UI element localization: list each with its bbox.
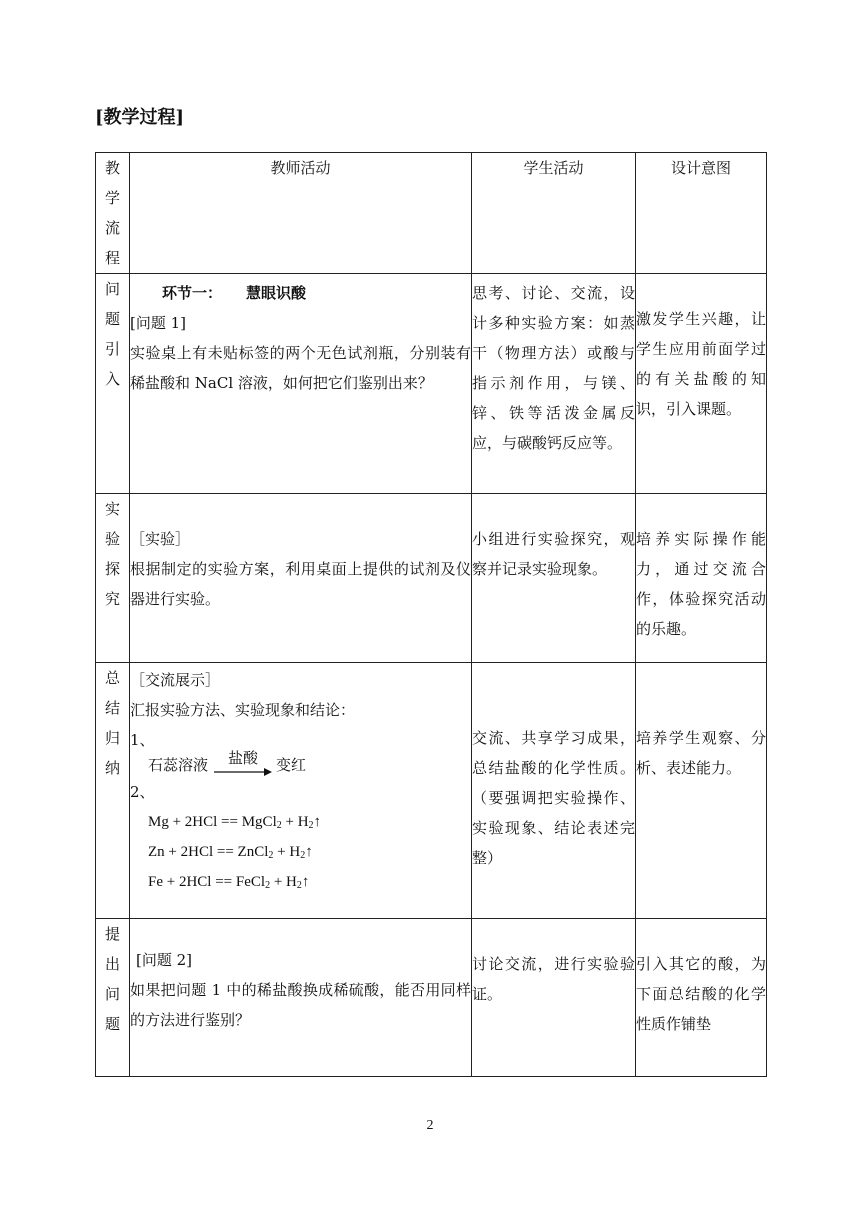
teacher-activity <box>130 494 472 663</box>
student-activity: 小组进行实验探究，观察并记录实验现象。 <box>472 494 636 663</box>
experiment-tag: ［实验］ <box>130 530 191 548</box>
arrow-label: 盐酸 <box>228 749 259 767</box>
teacher-activity <box>130 663 472 919</box>
teacher-text: 实验桌上有未贴标签的两个无色试剂瓶，分别装有稀盐酸和 NaCl 溶液，如何把它们鉴别出来？ <box>130 344 471 392</box>
equation-fe: Fe + 2HCl == FeCl$_2$ + $H_2↑$ <box>148 874 310 891</box>
row-raise-question <box>96 919 767 1077</box>
teaching-process-table <box>95 152 767 1077</box>
header-teacher: 教师活动 <box>130 153 472 274</box>
equation-mg: Mg + 2HCl == MgCl$_2$ + $H_2↑$ <box>148 814 322 831</box>
exchange-tag: ［交流展示］ <box>130 671 221 689</box>
design-intent: 培养学生观察、分析、表述能力。 <box>636 663 767 919</box>
flow-cell: 总 结 归 纳 <box>96 663 130 919</box>
student-activity: 思考、讨论、交流，设计多种实验方案：如蒸干（物理方法）或酸与指示剂作用，与镁、锌、铁等活泼金属反应，与碳酸钙反应等。 <box>472 274 636 494</box>
design-intent: 引入其它的酸，为下面总结酸的化学性质作铺垫 <box>636 919 767 1077</box>
teacher-text: 如果把问题 1 中的稀盐酸换成稀硫酸，能否用同样的方法进行鉴别？ <box>130 981 471 1029</box>
header-row <box>96 153 767 274</box>
litmus-reaction <box>130 743 471 777</box>
turns-red: 变红 <box>276 756 307 774</box>
design-intent: 激发学生兴趣，让学生应用前面学过的有关盐酸的知识，引入课题。 <box>636 274 767 494</box>
row-summary <box>96 663 767 919</box>
flow-cell: 提 出 问 题 <box>96 919 130 1077</box>
item-2-number: 2、 <box>130 783 155 801</box>
question-tag: [问题 1] <box>130 314 187 332</box>
teacher-text: 根据制定的实验方案，利用桌面上提供的试剂及仪器进行实验。 <box>130 560 471 608</box>
section-heading: [教学过程] <box>95 107 185 128</box>
reaction-arrow <box>214 749 272 777</box>
question-tag: [问题 2] <box>136 951 193 969</box>
page-number: 2 <box>426 1118 434 1133</box>
header-student: 学生活动 <box>472 153 636 274</box>
design-intent: 培养实际操作能力，通过交流合作，体验探究活动的乐趣。 <box>636 494 767 663</box>
litmus-solution: 石蕊溶液 <box>148 756 209 774</box>
item-1-number: 1、 <box>130 731 155 749</box>
flow-cell: 问 题 引 入 <box>96 274 130 494</box>
header-intent: 设计意图 <box>636 153 767 274</box>
student-activity: 交流、共享学习成果，总结盐酸的化学性质。（要强调把实验操作、实验现象、结论表述完整） <box>472 663 636 919</box>
teacher-activity <box>130 919 472 1077</box>
right-arrow-icon <box>214 767 272 777</box>
student-activity: 讨论交流，进行实验验证。 <box>472 919 636 1077</box>
report-line: 汇报实验方法、实验现象和结论： <box>130 701 356 719</box>
teacher-activity <box>130 274 472 494</box>
flow-cell: 实 验 探 究 <box>96 494 130 663</box>
row-experiment <box>96 494 767 663</box>
equation-zn: Zn + 2HCl == ZnCl$_2$ + $H_2↑$ <box>148 844 313 861</box>
row-question-intro <box>96 274 767 494</box>
stage-title: 环节一： 慧眼识酸 <box>162 284 307 302</box>
header-flow-cell: 教 学 流 程 <box>96 153 130 274</box>
